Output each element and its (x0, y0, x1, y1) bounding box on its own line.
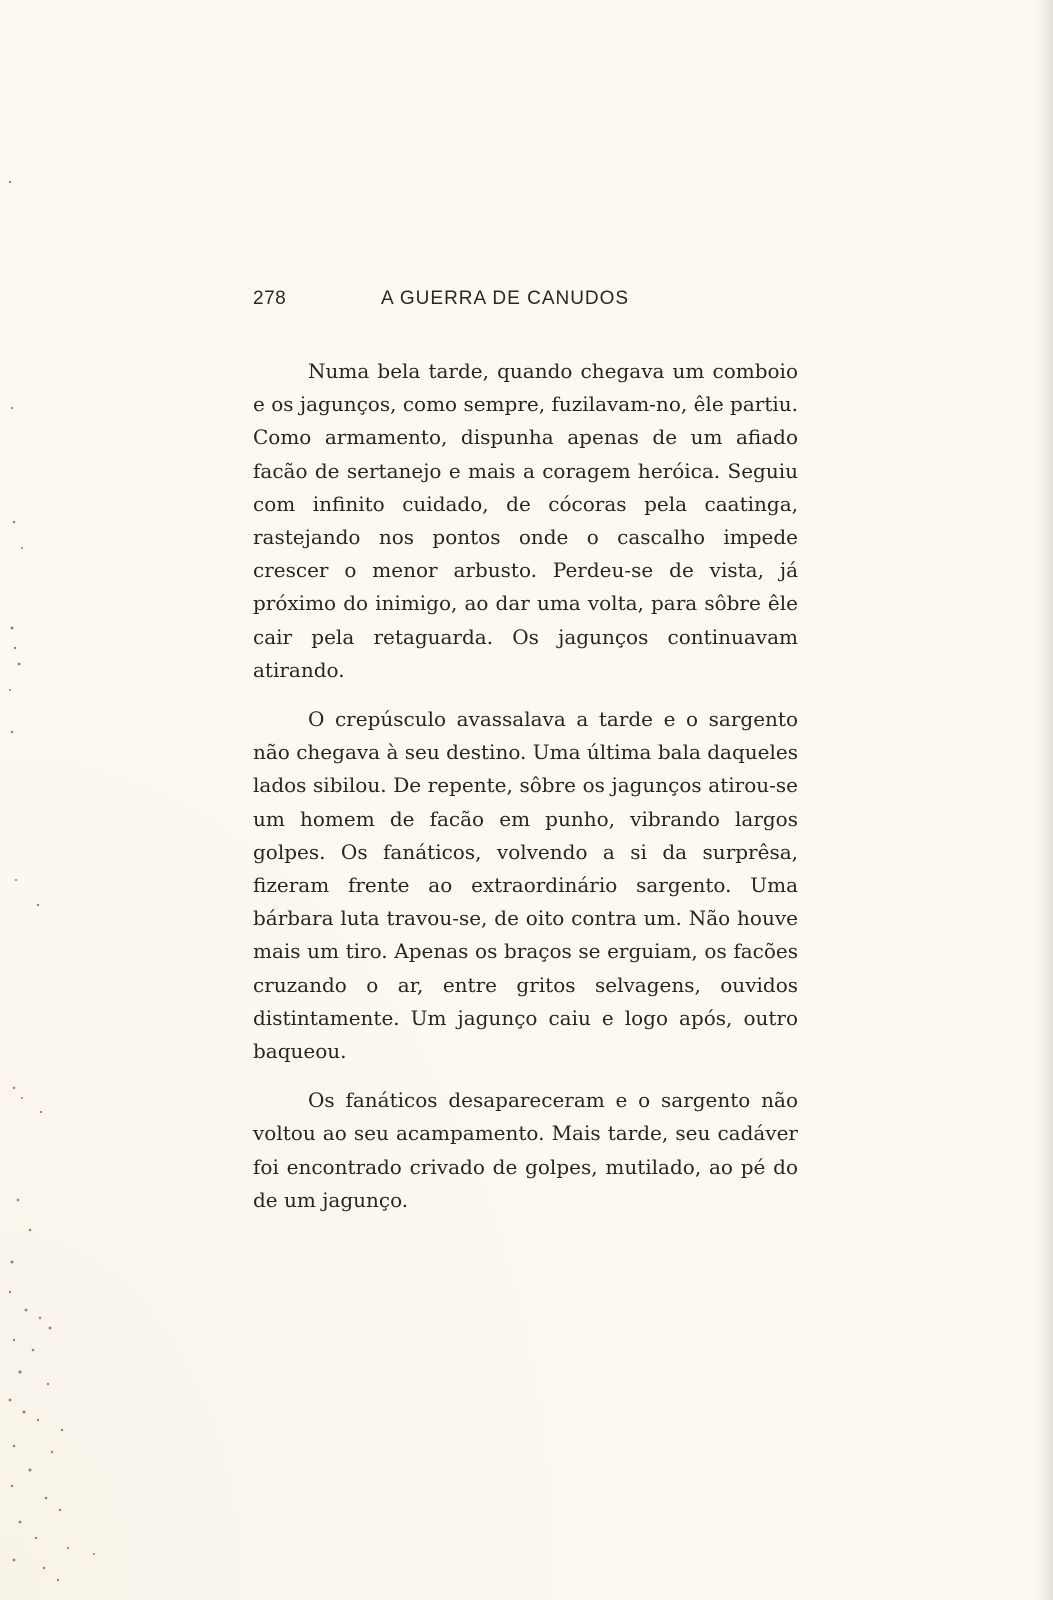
paragraph-3: Os fanáticos desapareceram e o sargento não voltou ao seu acampamento. Mais tarde, seu cadáver foi encontrado crivado de golpes, mutilado, ao pé do de um jagunço. (253, 1088, 798, 1212)
paragraph-2: O crepúsculo avassalava a tarde e o sargento não chegava à seu destino. Uma última bala daqueles lados sibilou. De repente, sôbre os jagunços atirou-se um homem de facão em punho, vibrando largos golpes. Os fanáticos, volvendo a si da surprêsa, fizeram frente ao extraordinário sargento. Uma bárbara luta travou-se, de oito contra um. Não houve mais um tiro. Apenas os braços se erguiam, os facões cruzando o ar, entre gritos selvagens, ouvidos distintamente. Um jagunço caiu e logo após, outro baqueou. (253, 707, 798, 1064)
page-header (253, 288, 793, 318)
page-edge-shadow (1035, 0, 1053, 1600)
foxing-specks (0, 0, 110, 1600)
page-number: 278 (253, 288, 287, 309)
body-text (253, 355, 798, 1217)
running-head: A GUERRA DE CANUDOS (381, 288, 630, 309)
paragraph-1: Numa bela tarde, quando chegava um comboio e os jagunços, como sempre, fuzilavam-no, êle partiu. Como armamento, dispunha apenas de um afiado facão de sertanejo e mais a coragem heróica. Seguiu com infinito cuidado, de cócoras pela caatinga, rastejando nos pontos onde o cascalho impede crescer o menor arbusto. Perdeu-se de vista, já próximo do inimigo, ao dar uma volta, para sôbre êle cair pela retaguarda. Os jagunços continuavam atirando. (253, 359, 798, 682)
